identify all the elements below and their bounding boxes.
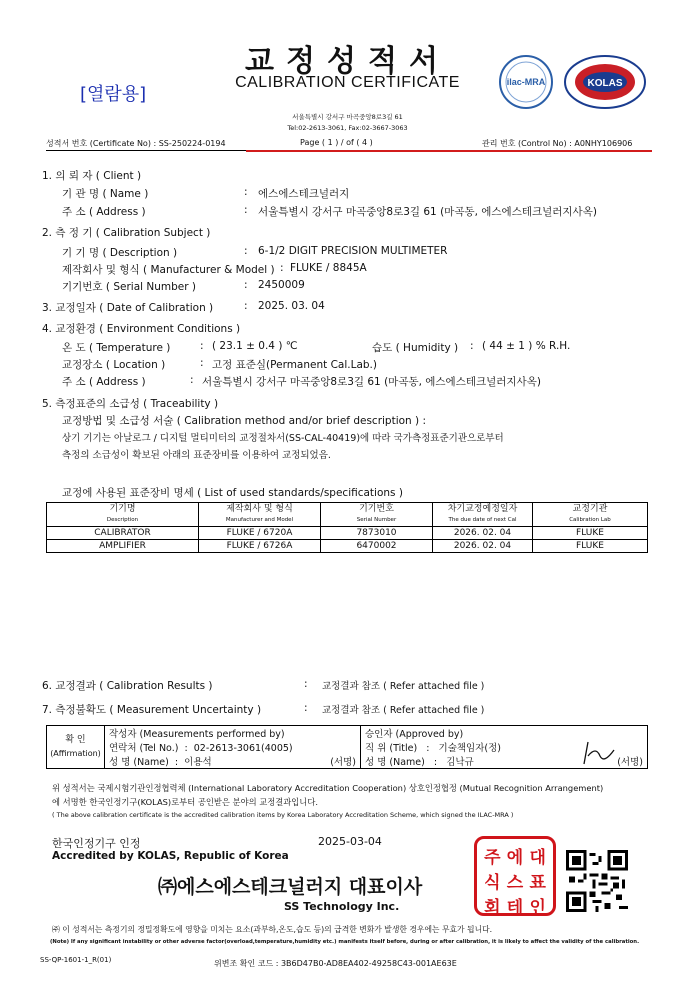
tel-row (105, 740, 361, 754)
trace-line-1: 상기 기기는 아날로그 / 디지털 멀티미터의 교정절차서(SS-CAL-40419)에 따라 국가측정표준기관으로부터 (62, 433, 504, 444)
results-value: 교정결과 참조 ( Refer attached file ) (322, 681, 485, 692)
colon: : (420, 743, 436, 754)
ilac-logo-text: ilac-MRA (506, 77, 546, 87)
certificate-number: 성적서 번호 (Certificate No) : SS-250224-0194 (46, 139, 226, 148)
results-heading: 6. 교정결과 ( Calibration Results ) (42, 680, 213, 692)
name-value: 이용석 (184, 757, 212, 768)
sign-mark: (서명) (617, 757, 643, 768)
title-ko: 교정성적서 (245, 44, 450, 79)
client-heading: 1. 의 뢰 자 ( Client ) (42, 170, 142, 182)
affirmation-label-en: (Affirmation) (50, 749, 101, 758)
mra-note-line-2: 에 서명한 한국인정기구(KOLAS)로부터 공인받은 분야의 교정결과입니다. (52, 797, 318, 807)
colon: : (181, 743, 191, 754)
mra-note-line-1: 위 성적서는 국제시험기관인정협력체 (International Laboratory Accreditation Cooperation) 상호인정협정 (Mutual Recognition Arrangement) (52, 783, 604, 793)
table-cell: 2026. 02. 04 (433, 540, 533, 553)
table-row (47, 527, 648, 540)
col-header-en: Description (106, 516, 139, 523)
client-address-label: 주 소 ( Address ) (62, 206, 146, 218)
name-label: 성 명 (Name) (109, 757, 169, 768)
table-row (47, 540, 648, 553)
col-cal-lab (533, 503, 648, 527)
uncertainty-heading: 7. 측정불확도 ( Measurement Uncertainty ) (42, 704, 262, 716)
tel-value: 02-2613-3061(4005) (193, 743, 293, 754)
client-name-label: 기 관 명 ( Name ) (62, 188, 149, 200)
tel-label: 연락처 (Tel No.) (109, 743, 179, 754)
ilac-mra-logo (498, 54, 554, 110)
env-hum-value: ( 44 ± 1 ) % R.H. (482, 340, 571, 352)
subject-serial-label: 기기번호 ( Serial Number ) (62, 281, 197, 293)
env-temp-label: 온 도 ( Temperature ) (62, 342, 171, 354)
table-cell: FLUKE (533, 540, 648, 553)
col-header-ko: 차기교정예정일자 (447, 503, 518, 514)
approved-by-label: 승인자 (Approved by) (361, 726, 648, 741)
colon: : (244, 204, 248, 216)
page-indicator: Page ( 1 ) / of ( 4 ) (300, 138, 373, 147)
client-name-value: 에스에스테크널러지 (258, 188, 350, 200)
col-serial (321, 503, 433, 527)
accreditation-en: Accredited by KOLAS, Republic of Korea (52, 850, 289, 862)
colon: : (244, 279, 248, 291)
date-heading: 3. 교정일자 ( Date of Calibration ) (42, 302, 214, 314)
client-address-value: 서울특별시 강서구 마곡중앙8로3길 61 (마곡동, 에스에스테크널러지사옥) (258, 206, 597, 218)
mra-note-line-3: ( The above calibration certificate is the accredited calibration items by Korea Laboratory Accreditation Scheme, which signed the ILAC-MRA ) (52, 811, 514, 819)
accreditation-ko: 한국인정기구 인정 (52, 837, 141, 850)
table-cell: FLUKE / 6720A (199, 527, 321, 540)
col-header-ko: 기기번호 (359, 503, 394, 514)
standards-heading: 교정에 사용된 표준장비 명세 ( List of used standards/specifications ) (62, 487, 403, 499)
env-temp-value: ( 23.1 ± 0.4 ) ℃ (212, 340, 298, 352)
colon: : (244, 186, 248, 198)
trace-method-label: 교정방법 및 소급성 서술 ( Calibration method and/or brief description ) : (62, 415, 427, 427)
affirmation-table (46, 725, 648, 769)
col-header-ko: 제작회사 및 형식 (226, 503, 293, 514)
subject-desc-value: 6-1/2 DIGIT PRECISION MULTIMETER (258, 245, 448, 257)
col-description (47, 503, 199, 527)
col-manufacturer (199, 503, 321, 527)
env-address-value: 서울특별시 강서구 마곡중앙8로3길 61 (마곡동, 에스에스테크널러지사옥) (202, 376, 541, 388)
table-cell: FLUKE (533, 527, 648, 540)
affirmation-label (47, 726, 105, 769)
company-name-en: SS Technology Inc. (284, 900, 400, 913)
invalidity-warning: ㈜ 이 성적서는 측정기의 정밀정확도에 영향을 미치는 요소(과부하,온도,습도 등)의 급격한 변화가 발생한 경우에는 무효가 됩니다. (52, 925, 493, 934)
col-header-en: The due date of next Cal (448, 516, 517, 523)
env-location-value: 고정 표준실(Permanent Cal.Lab.) (212, 359, 377, 371)
table-cell: AMPLIFIER (47, 540, 199, 553)
title-value: 기술책임자(정) (438, 743, 501, 754)
form-number: SS-QP-1601-1_R(01) (40, 956, 112, 964)
colon: : (200, 340, 204, 352)
qr-code-icon (566, 850, 628, 912)
col-due-date (433, 503, 533, 527)
colon: : (190, 374, 194, 386)
colon: : (304, 702, 308, 714)
colon: : (470, 340, 474, 352)
subject-heading: 2. 측 정 기 ( Calibration Subject ) (42, 227, 211, 239)
company-name-ko: ㈜에스에스테크널러지 대표이사 (158, 876, 423, 898)
issuer-tel-fax: Tel:02-2613-3061, Fax:02-3667-3063 (287, 124, 408, 132)
affirmation-label-ko: 확 인 (65, 735, 86, 745)
colon: : (200, 357, 204, 369)
standards-header-row (47, 503, 648, 527)
colon: : (244, 245, 248, 257)
signature-graphic (578, 738, 618, 768)
env-address-label: 주 소 ( Address ) (62, 376, 146, 388)
col-header-ko: 교정기관 (572, 503, 608, 514)
table-cell: FLUKE / 6726A (199, 540, 321, 553)
approver-name-value: 김낙규 (446, 757, 474, 768)
subject-mfr-label: 제작회사 및 형식 ( Manufacturer & Model ) (62, 264, 275, 276)
colon: : (244, 300, 248, 312)
accreditation-date: 2025-03-04 (318, 835, 382, 848)
col-header-en: Serial Number (356, 516, 397, 523)
col-header-en: Manufacturer and Model (225, 516, 294, 523)
col-header-en: Calibration Lab (569, 516, 611, 523)
colon: : (171, 757, 182, 768)
sign-mark: (서명) (330, 757, 356, 768)
table-cell: 6470002 (321, 540, 433, 553)
table-cell: 7873010 (321, 527, 433, 540)
verification-code: 위변조 확인 코드 : 3B6D47B0-AD8EA402-49258C43-001AE63E (214, 959, 457, 968)
title-en: CALIBRATION CERTIFICATE (235, 74, 460, 91)
trace-line-2: 측정의 소급성이 확보된 아래의 표준장비를 이용하여 교정되었음. (62, 450, 331, 461)
view-copy-label: [열람용] (80, 84, 147, 105)
subject-desc-label: 기 기 명 ( Description ) (62, 247, 178, 259)
title-label: 직 위 (Title) (365, 743, 418, 754)
colon: : (280, 262, 284, 274)
performed-by-label: 작성자 (Measurements performed by) (105, 726, 361, 741)
header-rule-left (46, 150, 246, 151)
kolas-logo-text: KOLAS (587, 78, 623, 89)
table-cell: 2026. 02. 04 (433, 527, 533, 540)
trace-heading: 5. 측정표준의 소급성 ( Traceability ) (42, 398, 219, 410)
subject-mfr-value: FLUKE / 8845A (290, 262, 367, 274)
kolas-logo (563, 54, 647, 110)
subject-serial-value: 2450009 (258, 279, 305, 291)
name-row (105, 754, 361, 769)
invalidity-note-en: (Note) If any significant instability or other adverse factor(overload,temperature,humidity etc.) manifests itself before, during or after calibration, it is likely to affect the validity of the calibration. (50, 939, 640, 945)
env-heading: 4. 교정환경 ( Environment Conditions ) (42, 323, 241, 335)
table-cell: CALIBRATOR (47, 527, 199, 540)
header-rule-red (246, 150, 652, 152)
colon: : (304, 678, 308, 690)
issuer-address: 서울특별시 강서구 마곡중앙8로3길 61 (292, 113, 403, 121)
uncertainty-value: 교정결과 참조 ( Refer attached file ) (322, 705, 485, 716)
colon: : (427, 757, 444, 768)
env-location-label: 교정장소 ( Location ) (62, 359, 166, 371)
date-value: 2025. 03. 04 (258, 300, 325, 312)
control-number: 관리 번호 (Control No) : A0NHY106906 (482, 139, 633, 148)
col-header-ko: 기기명 (109, 503, 136, 514)
approver-name-label: 성 명 (Name) (365, 757, 425, 768)
env-hum-label: 습도 ( Humidity ) (372, 342, 459, 354)
company-seal: 주 에 대 식 스 표 회 테 인 (474, 836, 556, 916)
standards-table (46, 502, 648, 553)
